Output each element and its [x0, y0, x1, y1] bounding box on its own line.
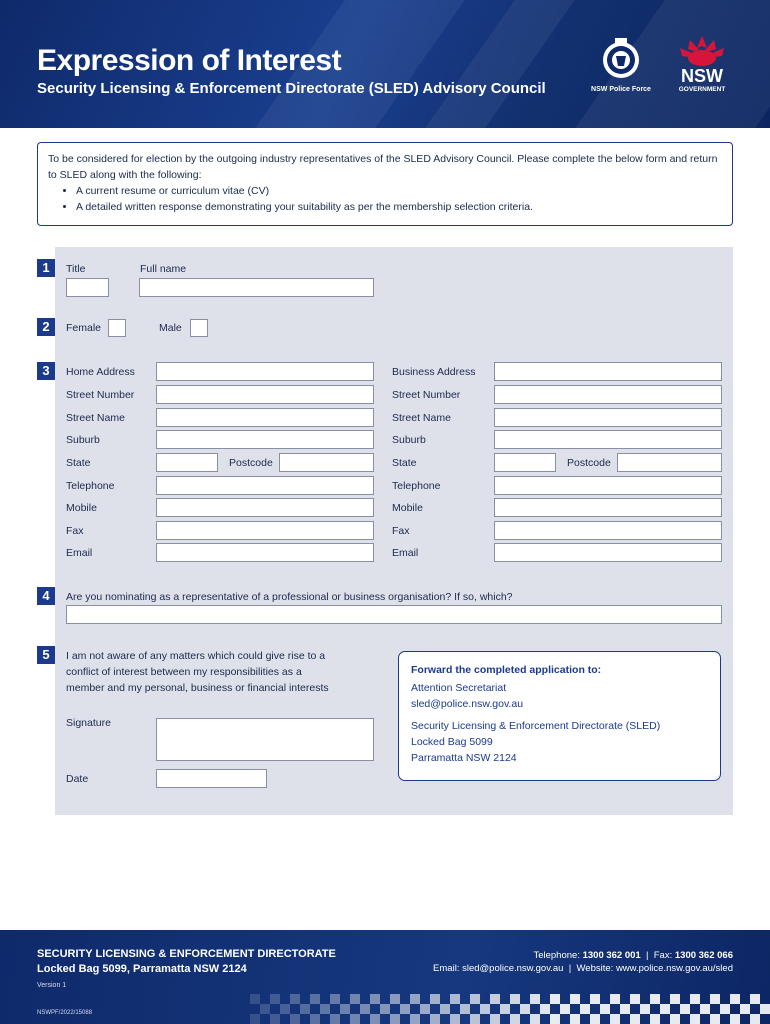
declaration-line-1: I am not aware of any matters which could give rise to a: [66, 650, 326, 662]
footer-telephone: 1300 362 001: [582, 950, 641, 961]
title-input[interactable]: [66, 278, 109, 297]
home-postcode-input[interactable]: [279, 453, 374, 472]
page-title: Expression of Interest: [37, 44, 342, 77]
footer-phone-fax: Telephone: 1300 362 001 | Fax: 1300 362 066: [533, 950, 733, 961]
business-mobile-label: Mobile: [392, 502, 423, 514]
home-street-name-input[interactable]: [156, 408, 374, 427]
declaration-line-2: conflict of interest between my responsibilities as a: [66, 666, 302, 678]
intro-text: To be considered for election by the outgoing industry representatives of the SLED Advisory Council. Please complete the below form and return to SLED along with the following:: [48, 153, 718, 181]
footer-org-name: SECURITY LICENSING & ENFORCEMENT DIRECTORATE: [37, 948, 336, 960]
home-email-label: Email: [66, 547, 93, 559]
intro-box: [37, 142, 733, 226]
signature-input[interactable]: [156, 718, 374, 761]
business-mobile-input[interactable]: [494, 498, 722, 517]
footer-website-link[interactable]: www.police.nsw.gov.au/sled: [615, 963, 733, 974]
date-label: Date: [66, 773, 89, 785]
business-street-name-label: Street Name: [392, 412, 451, 424]
forward-locked-bag: Locked Bag 5099: [411, 736, 493, 748]
section-number-1: 1: [37, 259, 55, 277]
forward-organisation: Security Licensing & Enforcement Directorate (SLED): [411, 720, 661, 732]
footer-address: Locked Bag 5099, Parramatta NSW 2124: [37, 963, 247, 975]
footer-fax-label: Fax:: [653, 950, 673, 961]
nsw-logo-subtext: GOVERNMENT: [678, 86, 726, 93]
forward-attention: Attention Secretariat: [411, 682, 507, 694]
home-fax-input[interactable]: [156, 521, 374, 540]
business-telephone-input[interactable]: [494, 476, 722, 495]
business-postcode-input[interactable]: [617, 453, 722, 472]
section-number-3: 3: [37, 362, 55, 380]
full-name-label: Full name: [140, 263, 187, 275]
home-email-input[interactable]: [156, 543, 374, 562]
footer-email-label: Email:: [433, 963, 460, 974]
business-state-label: State: [392, 457, 417, 469]
forward-city: Parramatta NSW 2124: [411, 752, 517, 764]
business-street-number-label: Street Number: [392, 389, 461, 401]
declaration-line-3: member and my personal, business or financial interests: [66, 682, 329, 694]
forward-email-link[interactable]: sled@police.nsw.gov.au: [411, 698, 524, 710]
business-fax-label: Fax: [392, 525, 410, 537]
section-number-2: 2: [37, 318, 55, 336]
home-street-number-label: Street Number: [66, 389, 135, 401]
home-mobile-input[interactable]: [156, 498, 374, 517]
business-suburb-input[interactable]: [494, 430, 722, 449]
footer-website-label: Website:: [576, 963, 614, 974]
male-label: Male: [159, 322, 182, 334]
home-postcode-label: Postcode: [229, 457, 273, 469]
waratah-flower-icon: [672, 34, 732, 68]
page-subtitle: Security Licensing & Enforcement Directorate (SLED) Advisory Council: [37, 80, 546, 97]
nsw-police-force-logo: [583, 36, 659, 96]
police-badge-icon: [583, 36, 659, 86]
title-label: Title: [66, 263, 86, 275]
footer-telephone-label: Telephone:: [533, 950, 580, 961]
intro-bullet-response: • A detailed written response demonstrating your suitability as per the membership selection criteria.: [76, 199, 722, 215]
business-state-input[interactable]: [494, 453, 556, 472]
home-street-number-input[interactable]: [156, 385, 374, 404]
police-logo-text: NSW Police Force: [591, 86, 651, 93]
intro-bullet-list: [76, 183, 722, 215]
home-street-name-label: Street Name: [66, 412, 125, 424]
business-telephone-label: Telephone: [392, 480, 441, 492]
home-state-input[interactable]: [156, 453, 218, 472]
footer-email-link[interactable]: sled@police.nsw.gov.au: [462, 963, 564, 974]
business-fax-input[interactable]: [494, 521, 722, 540]
male-checkbox[interactable]: [190, 319, 208, 337]
business-postcode-label: Postcode: [567, 457, 611, 469]
checkered-band-pattern: [250, 992, 770, 1024]
signature-label: Signature: [66, 717, 111, 729]
section-number-4: 4: [37, 587, 55, 605]
home-telephone-label: Telephone: [66, 480, 115, 492]
organisation-input[interactable]: [66, 605, 722, 624]
home-mobile-label: Mobile: [66, 502, 97, 514]
business-suburb-label: Suburb: [392, 434, 426, 446]
full-name-input[interactable]: [139, 278, 374, 297]
section-number-5: 5: [37, 646, 55, 664]
forward-application-box: [398, 651, 721, 781]
organisation-question-label: Are you nominating as a representative of a professional or business organisation? If so, which?: [66, 591, 513, 603]
intro-bullet-cv: • A current resume or curriculum vitae (CV): [76, 183, 722, 199]
female-checkbox[interactable]: [108, 319, 126, 337]
business-email-input[interactable]: [494, 543, 722, 562]
home-suburb-input[interactable]: [156, 430, 374, 449]
home-telephone-input[interactable]: [156, 476, 374, 495]
home-address-input[interactable]: [156, 362, 374, 381]
home-state-label: State: [66, 457, 91, 469]
nsw-government-logo: [672, 34, 732, 94]
business-email-label: Email: [392, 547, 419, 559]
business-address-input[interactable]: [494, 362, 722, 381]
business-address-label: Business Address: [392, 366, 476, 378]
forward-title: Forward the completed application to:: [411, 664, 602, 676]
date-input[interactable]: [156, 769, 267, 788]
home-fax-label: Fax: [66, 525, 84, 537]
footer-version: Version 1: [37, 982, 67, 989]
nsw-logo-text: NSW: [681, 66, 723, 86]
business-street-name-input[interactable]: [494, 408, 722, 427]
footer: [0, 930, 770, 1024]
female-label: Female: [66, 322, 102, 334]
home-suburb-label: Suburb: [66, 434, 100, 446]
home-address-label: Home Address: [66, 366, 135, 378]
header-banner: [0, 0, 770, 128]
footer-email-website: Email: sled@police.nsw.gov.au | Website: www.police.nsw.gov.au/sled: [433, 963, 733, 974]
business-street-number-input[interactable]: [494, 385, 722, 404]
footer-fax: 1300 362 066: [674, 950, 733, 961]
footer-form-code: NSWPF/2022/15088: [37, 1010, 93, 1016]
